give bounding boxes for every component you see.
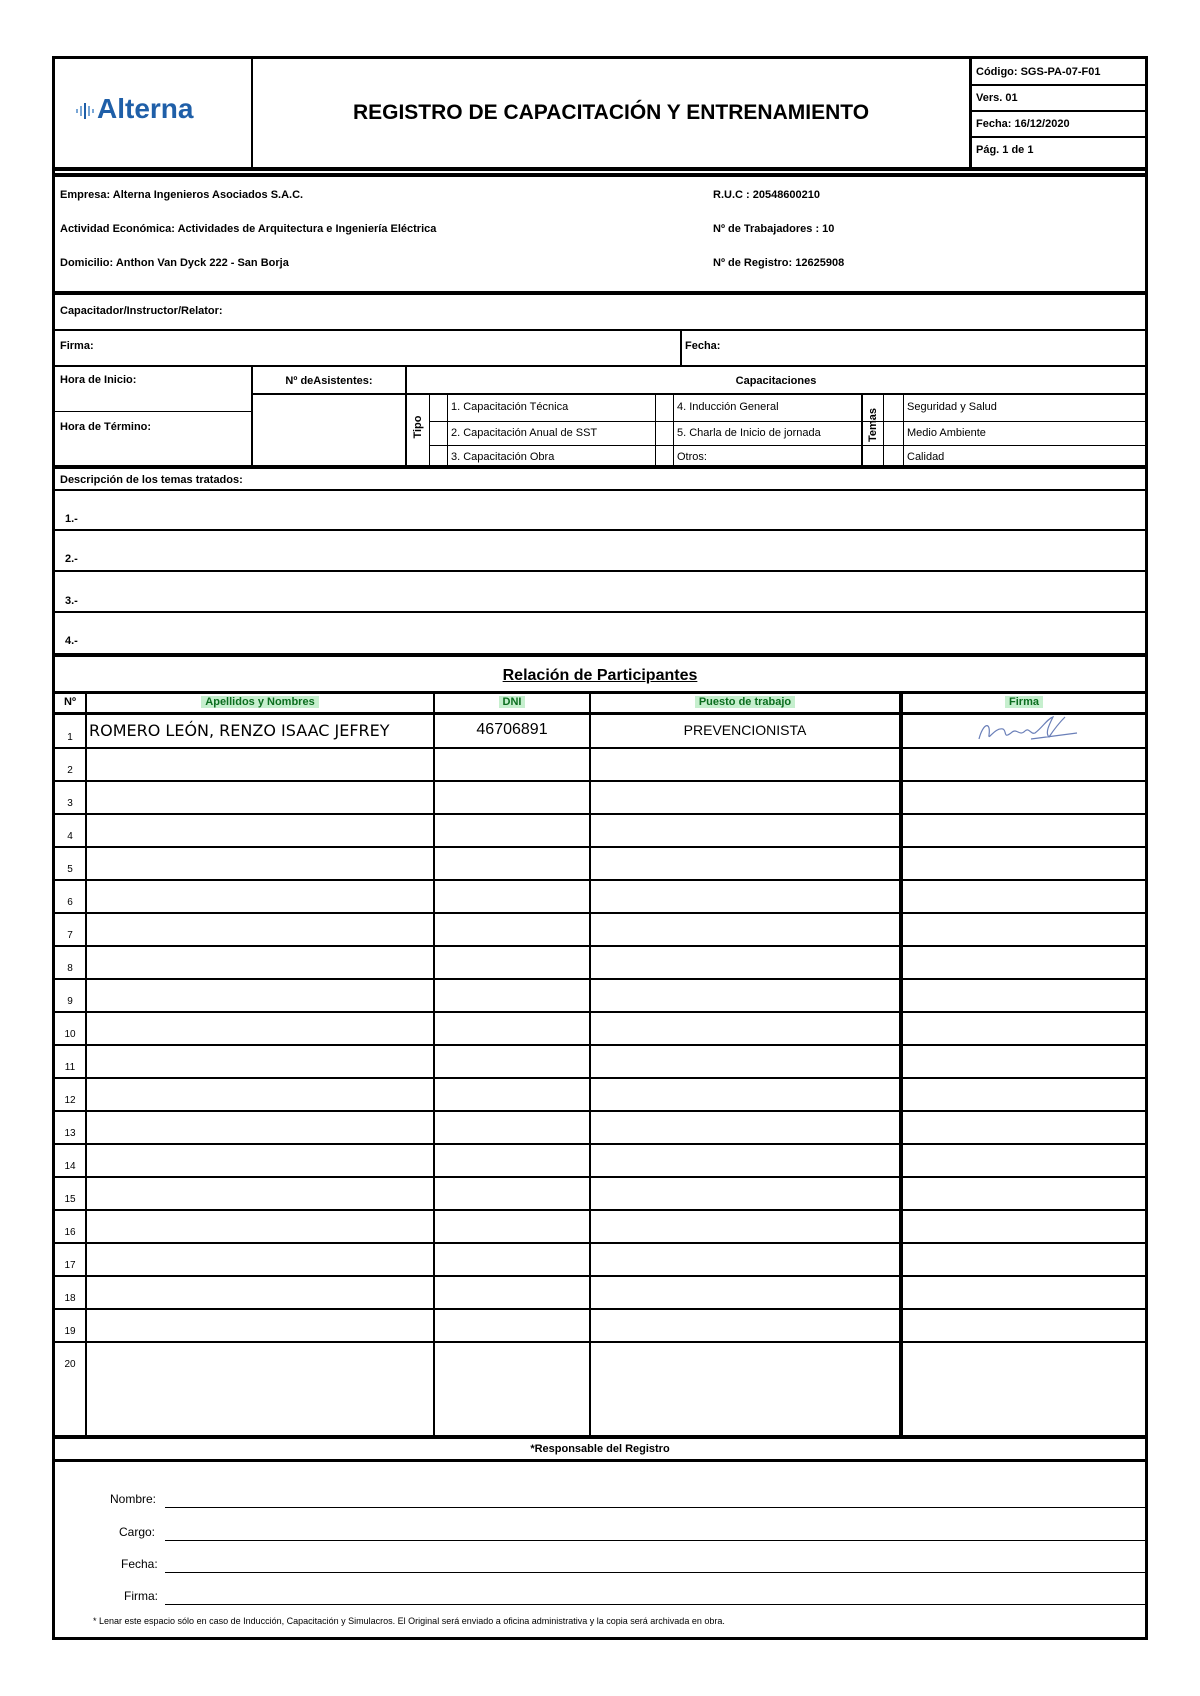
row-number: 12 [64, 1095, 76, 1106]
sound-wave-icon [75, 101, 95, 121]
responsible-date-label: Fecha: [121, 1557, 158, 1571]
responsible-section [55, 1439, 1145, 1637]
topics-label: Temas [867, 407, 879, 442]
company-address: Domicilio: Anthon Van Dyck 222 - San Borja [60, 257, 289, 269]
row-divider [55, 1209, 1145, 1211]
logo-text: Alterna [97, 93, 194, 124]
header-number: Nº [64, 696, 76, 708]
row-divider [55, 1011, 1145, 1013]
responsible-role-label: Cargo: [119, 1525, 156, 1539]
participant-signature [973, 713, 1083, 747]
company-ruc: R.U.C : 20548600210 [713, 189, 821, 201]
company-logo [55, 59, 251, 167]
description-item-4: 4.- [65, 635, 78, 647]
participants-section [55, 657, 1145, 1435]
document-page: Pág. 1 de 1 [976, 144, 1034, 156]
row-number: 5 [67, 864, 73, 875]
row-divider [55, 1341, 1145, 1343]
row-number: 11 [64, 1062, 76, 1073]
end-time-label: Hora de Término: [60, 421, 152, 433]
responsible-role-field [165, 1540, 1145, 1541]
responsible-date-field [165, 1572, 1145, 1573]
row-divider [55, 747, 1145, 749]
document-code: Código: SGS-PA-07-F01 [976, 66, 1101, 78]
responsible-signature-label: Firma: [124, 1589, 158, 1603]
participants-title: Relación de Participantes [502, 667, 698, 684]
row-divider [55, 846, 1145, 848]
header-position [591, 696, 899, 708]
economic-activity: Actividad Económica: Actividades de Arquitectura e Ingeniería Eléctrica [60, 223, 437, 235]
row-divider [55, 879, 1145, 881]
worker-count: Nº de Trabajadores : 10 [713, 223, 835, 235]
topic-environment: Medio Ambiente [907, 427, 986, 439]
row-divider [55, 945, 1145, 947]
row-number: 17 [64, 1260, 76, 1271]
topic-quality: Calidad [907, 451, 945, 463]
training-type-3: 3. Capacitación Obra [451, 451, 555, 463]
training-date-label: Fecha: [685, 340, 721, 352]
row-number: 9 [67, 996, 73, 1007]
row-number: 15 [64, 1194, 76, 1205]
training-type-other: Otros: [677, 451, 707, 463]
row-number: 3 [67, 798, 73, 809]
row-number: 18 [64, 1293, 76, 1304]
row-number: 16 [64, 1227, 76, 1238]
description-item-3: 3.- [65, 595, 78, 607]
responsible-name-field [165, 1507, 1145, 1508]
row-number: 7 [67, 930, 73, 941]
training-type-4: 4. Inducción General [677, 401, 779, 413]
company-info [55, 177, 1145, 291]
table-row [55, 715, 1145, 748]
row-number: 1 [67, 732, 73, 743]
trainer-signature-label: Firma: [60, 340, 94, 352]
type-label: Tipo [412, 415, 424, 439]
participant-position: PREVENCIONISTA [683, 722, 807, 738]
topic-safety: Seguridad y Salud [907, 401, 997, 413]
row-divider [55, 1143, 1145, 1145]
responsible-name-label: Nombre: [110, 1492, 157, 1506]
participant-name: ROMERO LEÓN, RENZO ISAAC JEFREY [89, 721, 390, 740]
row-divider [55, 780, 1145, 782]
description-section [55, 469, 1145, 653]
header-position-text: Puesto de trabajo [695, 696, 795, 708]
row-number: 20 [64, 1359, 76, 1370]
row-divider [55, 1242, 1145, 1244]
page-title: REGISTRO DE CAPACITACIÓN Y ENTRENAMIENTO [352, 101, 870, 124]
training-type-1: 1. Capacitación Técnica [451, 401, 569, 413]
footnote: * Lenar este espacio sólo en caso de Inducción, Capacitación y Simulacros. El Original será enviado a oficina administrativa y la copia será archivada en obra. [93, 1616, 725, 1626]
row-divider [55, 1044, 1145, 1046]
start-time-label: Hora de Inicio: [60, 374, 137, 386]
row-number: 2 [67, 765, 73, 776]
participant-dni: 46706891 [476, 721, 548, 738]
row-number: 13 [64, 1128, 76, 1139]
row-number: 6 [67, 897, 73, 908]
training-type-2: 2. Capacitación Anual de SST [451, 427, 598, 439]
header-signature [903, 696, 1145, 708]
header-names-text: Apellidos y Nombres [201, 696, 318, 708]
row-divider [55, 1077, 1145, 1079]
header-dni-text: DNI [499, 696, 526, 708]
row-number: 14 [64, 1161, 76, 1172]
registration-form [52, 56, 1148, 1640]
document-date: Fecha: 16/12/2020 [976, 118, 1070, 130]
row-divider [55, 978, 1145, 980]
description-item-1: 1.- [65, 513, 78, 525]
training-type-5: 5. Charla de Inicio de jornada [677, 427, 821, 439]
company-name: Empresa: Alterna Ingenieros Asociados S.A.C. [60, 189, 304, 201]
description-item-2: 2.- [65, 553, 78, 565]
row-divider [55, 1275, 1145, 1277]
row-divider [55, 1176, 1145, 1178]
row-divider [55, 912, 1145, 914]
row-divider [55, 813, 1145, 815]
participant-rows [55, 715, 1145, 1435]
trainings-label: Capacitaciones [735, 375, 817, 387]
document-version: Vers. 01 [976, 92, 1018, 104]
responsible-title: *Responsable del Registro [530, 1443, 670, 1455]
header-names [87, 696, 433, 708]
row-divider [55, 1110, 1145, 1112]
description-label: Descripción de los temas tratados: [60, 474, 243, 486]
trainer-label: Capacitador/Instructor/Relator: [60, 305, 223, 317]
training-info [55, 295, 1145, 465]
registry-number: Nº de Registro: 12625908 [713, 257, 845, 269]
row-number: 10 [64, 1029, 76, 1040]
form-header [55, 59, 1145, 167]
responsible-signature-field [165, 1604, 1145, 1605]
attendees-label: Nº deAsistentes: [285, 375, 373, 387]
header-signature-text: Firma [1005, 696, 1043, 708]
row-number: 4 [67, 831, 73, 842]
row-divider [55, 1308, 1145, 1310]
row-number: 19 [64, 1326, 76, 1337]
header-dni [435, 696, 589, 708]
row-number: 8 [67, 963, 73, 974]
